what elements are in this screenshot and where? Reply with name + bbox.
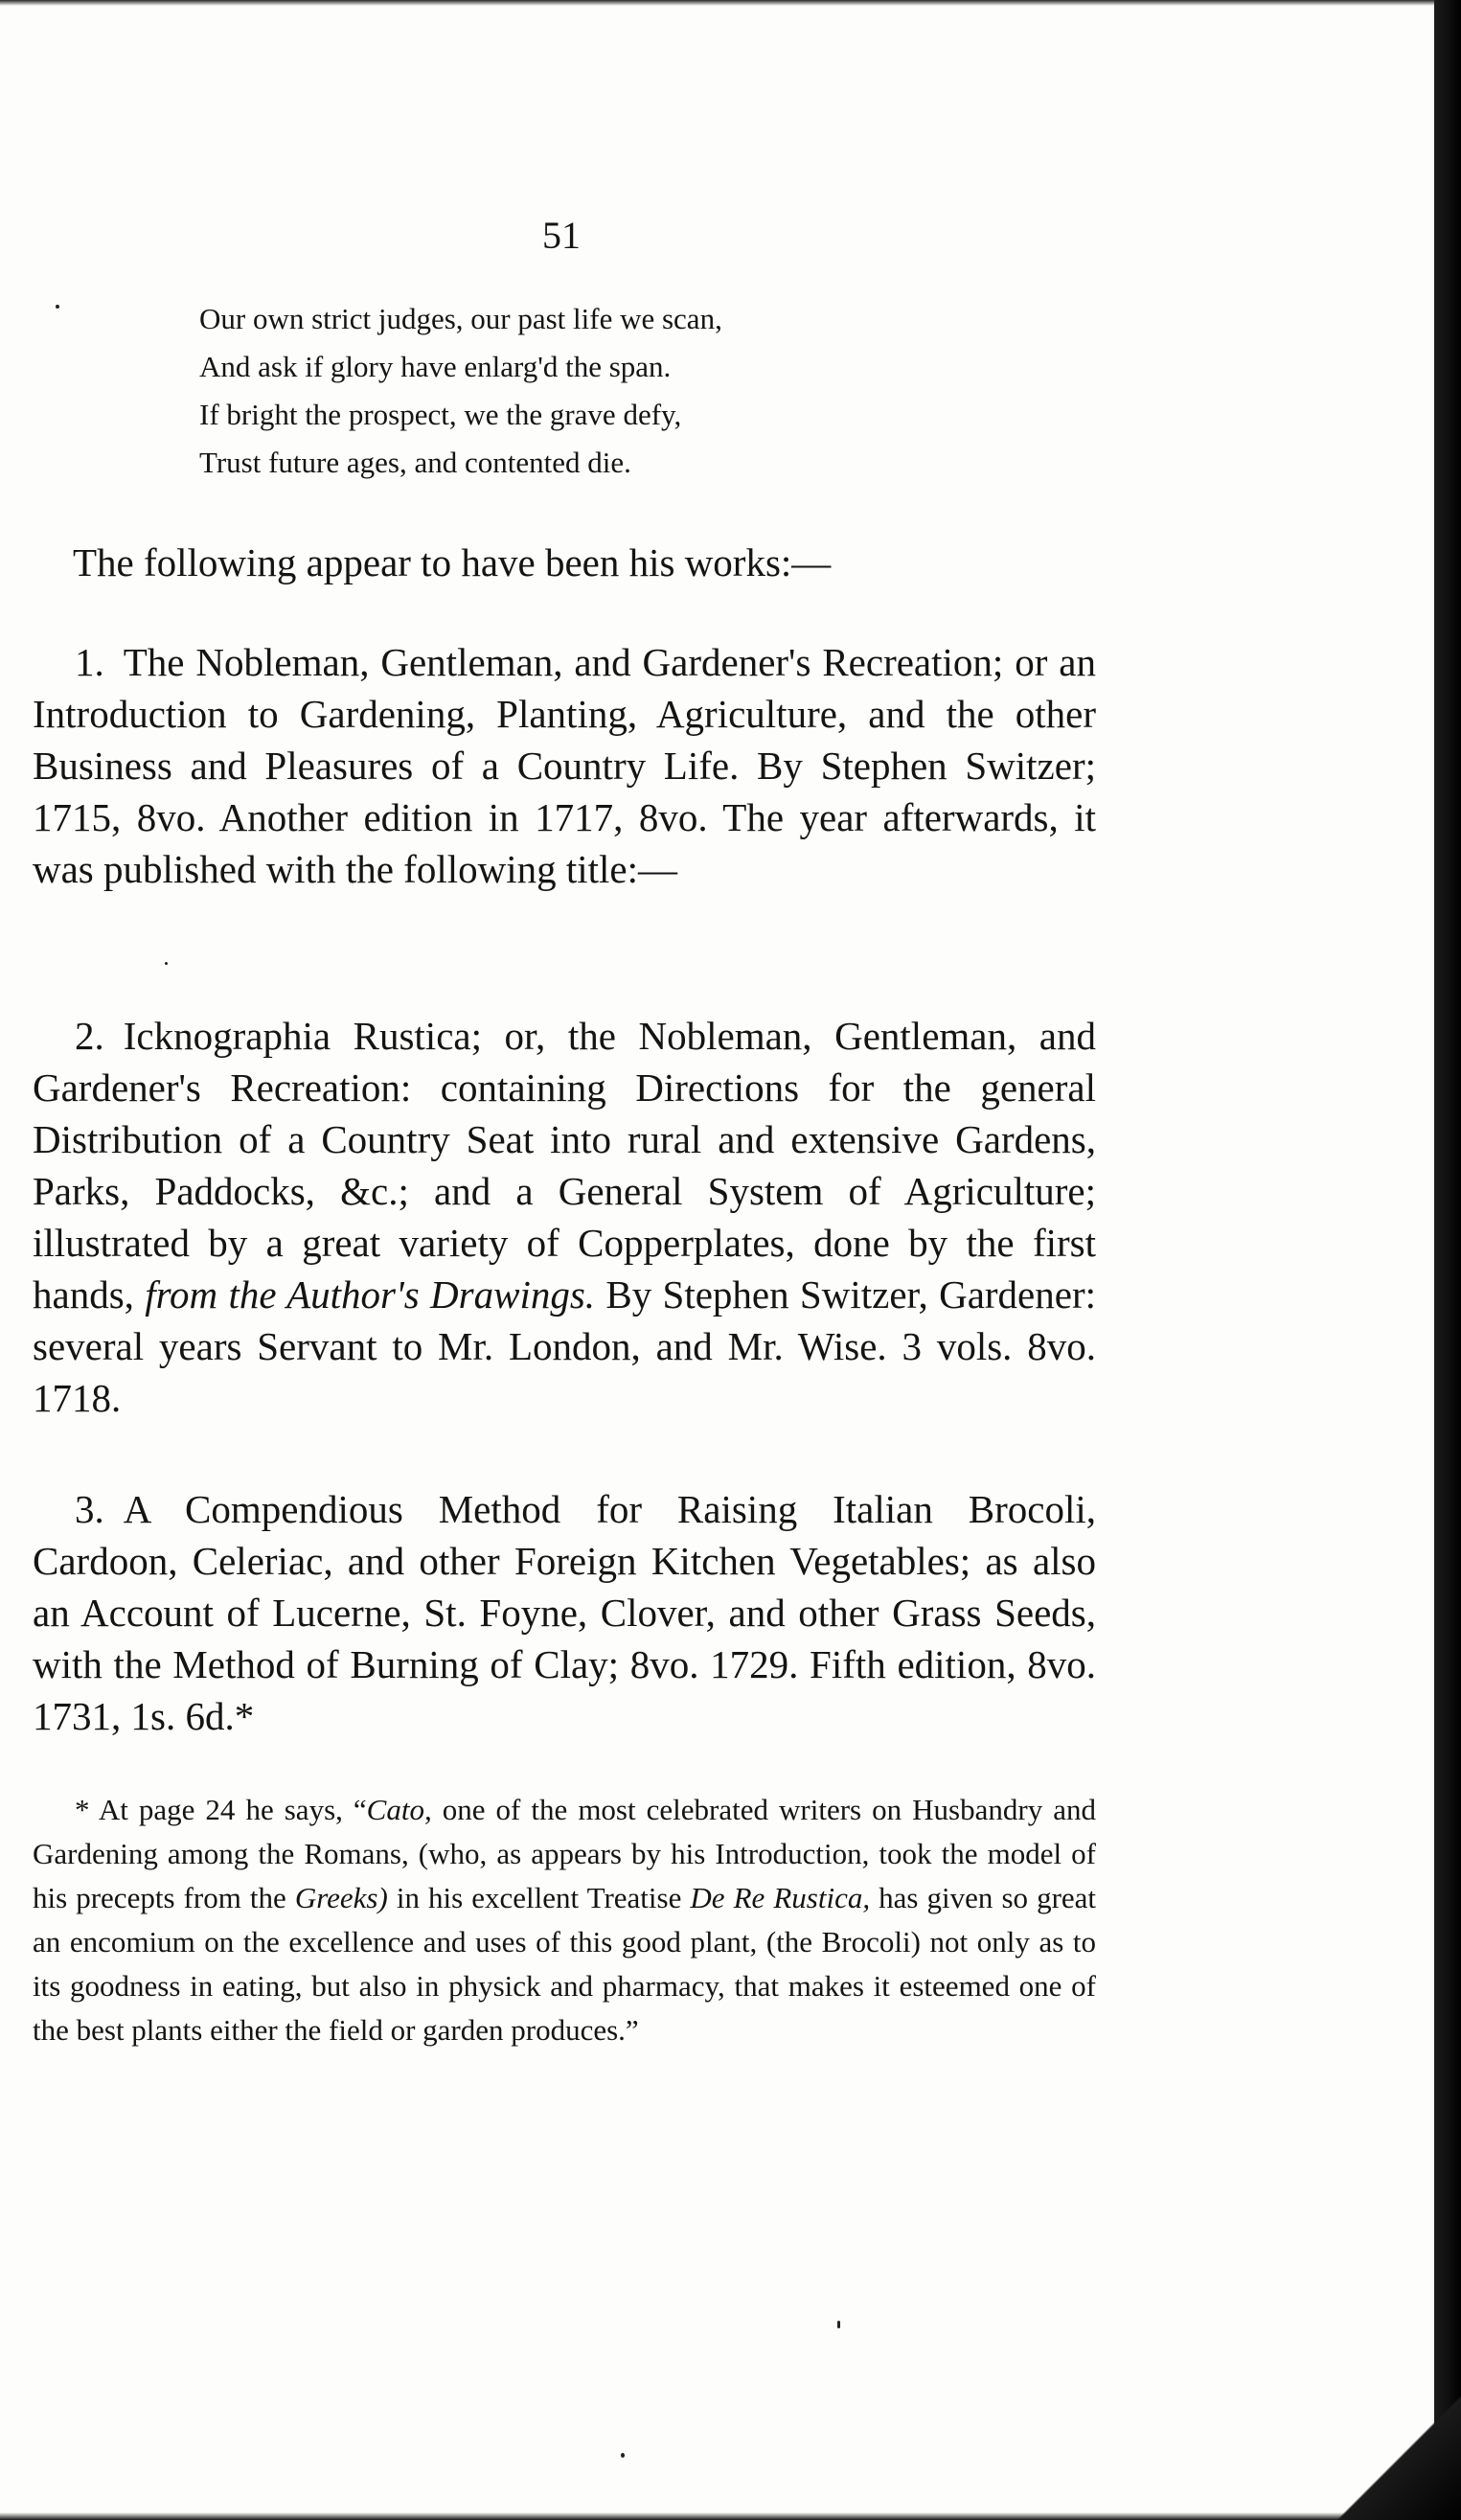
footnote-text: has given so great an encomium on the excellence and uses of this good plant, (the Brocoli) not only as to its goodness in eating, but also in physick and pharmacy, that makes it esteemed one of the best plants either the field or garden produces.”: [33, 1881, 1097, 2047]
entry-number: 3.: [75, 1487, 104, 1531]
verse-block: [199, 295, 1062, 487]
page-edge-bottom: [0, 2512, 1461, 2520]
footnote-text: one of the most celebrated writers on Husbandry and Gardening among the Romans, (who, as appears by his Introduction, took the model of his precepts from the: [33, 1793, 1096, 1914]
footnote-italic: Greeks): [294, 1881, 388, 1914]
footnote-text: in his excellent Treatise: [396, 1881, 682, 1914]
work-entry-3: [33, 1483, 1096, 1742]
page-number: 51: [542, 214, 581, 257]
scan-speck: [621, 2453, 625, 2458]
verse-line: Our own strict judges, our past life we scan,: [199, 302, 722, 335]
scan-speck: [837, 2321, 840, 2328]
entry-number: 1.: [75, 640, 104, 684]
entry-text: Icknographia Rustica; or, the Nobleman, Gentleman, and Gardener's Recreation: containing Directions for the general Distribution of a Country Seat into rural and extensive Gardens, Parks, Paddocks, &c.; and a General System of Agriculture; illustrated by a great variety of Copperplates, done by the first hands,: [33, 1014, 1096, 1317]
verse-line: Trust future ages, and contented die.: [199, 446, 631, 479]
page-corner-fold: [1327, 2376, 1461, 2520]
footnote-italic: Cato,: [366, 1793, 432, 1826]
entry-number: 2.: [75, 1014, 104, 1058]
entry-text: The Nobleman, Gentleman, and Gardener's Recreation; or an Introduction to Gardening, Planting, Agriculture, and the other Business and Pleasures of a Country Life. By Stephen Switzer; 1715, 8vo. Another edition in 1717, 8vo. The year afterwards, it was published with the following title:—: [33, 640, 1096, 891]
works-intro: The following appear to have been his works:—: [73, 540, 832, 584]
verse-line: If bright the prospect, we the grave defy,: [199, 398, 682, 431]
work-entry-2: [33, 1010, 1096, 1424]
entry-italic-text: from the Author's Drawings.: [145, 1272, 596, 1317]
page-edge-right: [1434, 0, 1461, 2520]
footnote-mark: *: [75, 1793, 90, 1826]
footnote: [33, 1788, 1096, 2052]
page-edge-top: [0, 0, 1461, 6]
work-entry-1: [33, 636, 1096, 895]
entry-text-continued: By Stephen Switzer, Gardener: several years Servant to Mr. London, and Mr. Wise. 3 vols. 8vo. 1718.: [33, 1272, 1096, 1420]
entry-text: A Compendious Method for Raising Italian Brocoli, Cardoon, Celeriac, and other Foreign Kitchen Vegetables; as also an Account of Lucerne, St. Foyne, Clover, and other Grass Seeds, with the Method of Burning of Clay; 8vo. 1729. Fifth edition, 8vo. 1731, 1s. 6d.*: [33, 1487, 1096, 1738]
footnote-italic: De Re Rustica,: [690, 1881, 871, 1914]
footnote-text: At page 24 he says, “: [98, 1793, 367, 1826]
scan-speck: [56, 305, 59, 309]
scan-speck: [165, 962, 168, 965]
verse-line: And ask if glory have enlarg'd the span.: [199, 350, 672, 383]
